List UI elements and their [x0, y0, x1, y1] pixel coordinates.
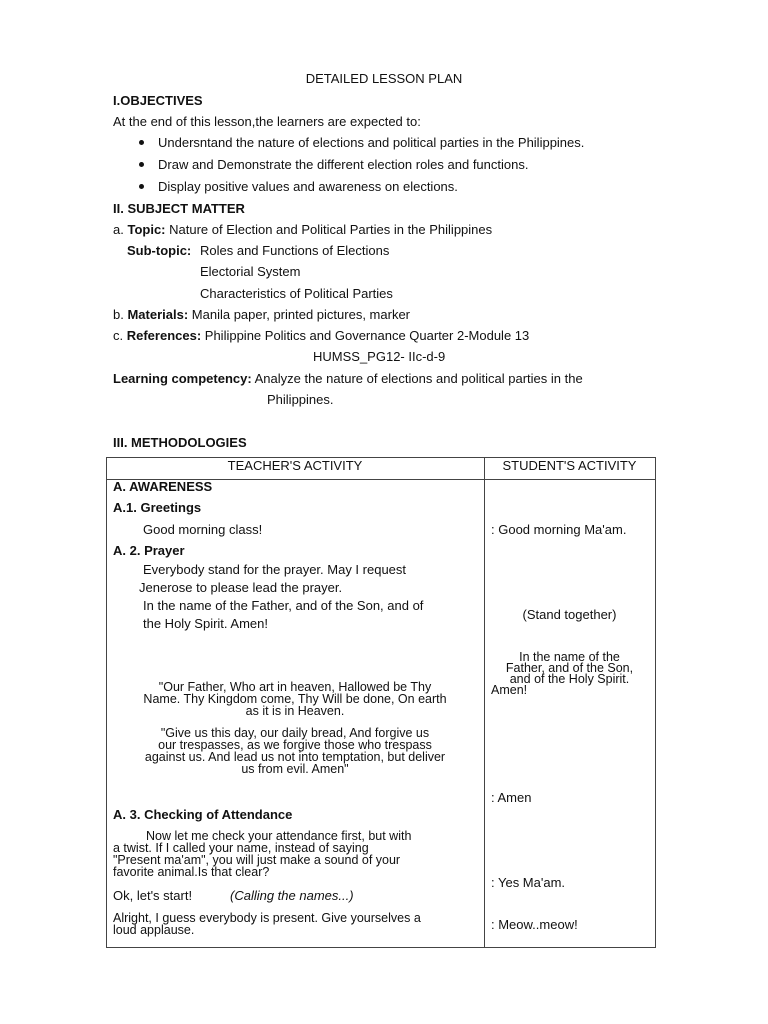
subtopic-label: Sub-topic:: [127, 243, 192, 258]
objective-item: Display positive values and awareness on elections.: [158, 179, 458, 194]
start-note: (Calling the names...): [230, 888, 354, 903]
student-greeting: : Good morning Ma'am.: [491, 522, 627, 537]
materials-line: [113, 307, 410, 323]
methodologies-heading: III. METHODOLOGIES: [113, 435, 247, 450]
column-header-teacher: TEACHER'S ACTIVITY: [227, 458, 363, 473]
subtopic-item: Electorial System: [200, 264, 301, 279]
our-father-line: as it is in Heaven.: [245, 704, 345, 718]
our-father-line: against us. And lead us not into temptation, but deliver: [144, 750, 446, 764]
our-father-line: our trespasses, as we forgive those who trespass: [158, 738, 432, 752]
our-father-line: us from evil. Amen": [241, 762, 349, 776]
objective-item: Undersntand the nature of elections and political parties in the Philippines.: [158, 135, 585, 150]
topic-value: Nature of Election and Political Parties in the Philippines: [165, 222, 493, 237]
attendance-text: Now let me check your attendance first, but with: [146, 829, 412, 843]
prayer-request-text: Everybody stand for the prayer. May I request: [143, 562, 407, 577]
our-father-line: "Give us this day, our daily bread, And forgive us: [160, 726, 430, 740]
materials-label: Materials:: [127, 307, 189, 322]
bullet-icon: [139, 184, 144, 189]
competency-label: Learning competency:: [113, 371, 252, 386]
attendance-heading: A. 3. Checking of Attendance: [113, 807, 293, 822]
applause-text: loud applause.: [113, 923, 195, 937]
references-line: [113, 328, 529, 344]
prayer-sign-text: the Holy Spirit. Amen!: [143, 616, 268, 631]
competency-line: [113, 371, 583, 387]
our-father-line: Name. Thy Kingdom come, Thy Will be done, On earth: [143, 692, 447, 706]
student-sign-line: and of the Holy Spirit.: [509, 672, 630, 686]
subtopic-item: Roles and Functions of Elections: [200, 243, 390, 258]
table-border-right: [655, 457, 656, 948]
awareness-heading: A. AWARENESS: [113, 479, 213, 494]
table-column-divider: [484, 457, 485, 948]
references-value: Philippine Politics and Governance Quarter 2-Module 13: [201, 328, 530, 343]
start-text: Ok, let's start!: [113, 888, 193, 903]
subject-matter-heading: II. SUBJECT MATTER: [113, 201, 245, 216]
table-border-bottom: [106, 947, 656, 948]
bullet-icon: [139, 140, 144, 145]
objectives-intro: At the end of this lesson,the learners are expected to:: [113, 114, 421, 129]
our-father-line: "Our Father, Who art in heaven, Hallowed be Thy: [158, 680, 432, 694]
student-stand: (Stand together): [522, 607, 617, 622]
applause-text: Alright, I guess everybody is present. Give yourselves a: [113, 911, 421, 925]
student-meow: : Meow..meow!: [491, 917, 578, 932]
references-label: References:: [126, 328, 202, 343]
competency-value: Analyze the nature of elections and political parties in the: [251, 371, 583, 386]
references-code: HUMSS_PG12- IIc-d-9: [313, 349, 446, 364]
materials-prefix: b.: [113, 307, 128, 322]
student-sign-line: Amen!: [491, 683, 528, 697]
objectives-heading: I.OBJECTIVES: [113, 93, 203, 108]
subtopic-item: Characteristics of Political Parties: [200, 286, 393, 301]
student-amen: : Amen: [491, 790, 532, 805]
student-sign-line: In the name of the: [519, 650, 620, 664]
prayer-sign-text: In the name of the Father, and of the Son, and of: [143, 598, 424, 613]
column-header-student: STUDENT'S ACTIVITY: [502, 458, 637, 473]
student-yes: : Yes Ma'am.: [491, 875, 566, 890]
attendance-text: favorite animal.Is that clear?: [113, 865, 270, 879]
references-prefix: c.: [113, 328, 127, 343]
page-title: DETAILED LESSON PLAN: [305, 71, 463, 86]
prayer-heading: A. 2. Prayer: [113, 543, 185, 558]
objective-item: Draw and Demonstrate the different election roles and functions.: [158, 157, 529, 172]
prayer-request-text: Jenerose to please lead the prayer.: [139, 580, 343, 595]
attendance-text: a twist. If I called your name, instead of saying: [113, 841, 369, 855]
attendance-text: "Present ma'am", you will just make a sound of your: [113, 853, 401, 867]
competency-continued: Philippines.: [267, 392, 334, 407]
bullet-icon: [139, 162, 144, 167]
topic-label: Topic:: [127, 222, 166, 237]
greetings-heading: A.1. Greetings: [113, 500, 202, 515]
topic-prefix: a.: [113, 222, 128, 237]
topic-line: [113, 222, 492, 238]
materials-value: Manila paper, printed pictures, marker: [188, 307, 410, 322]
student-sign-line: Father, and of the Son,: [505, 661, 634, 675]
greetings-teacher-text: Good morning class!: [143, 522, 263, 537]
